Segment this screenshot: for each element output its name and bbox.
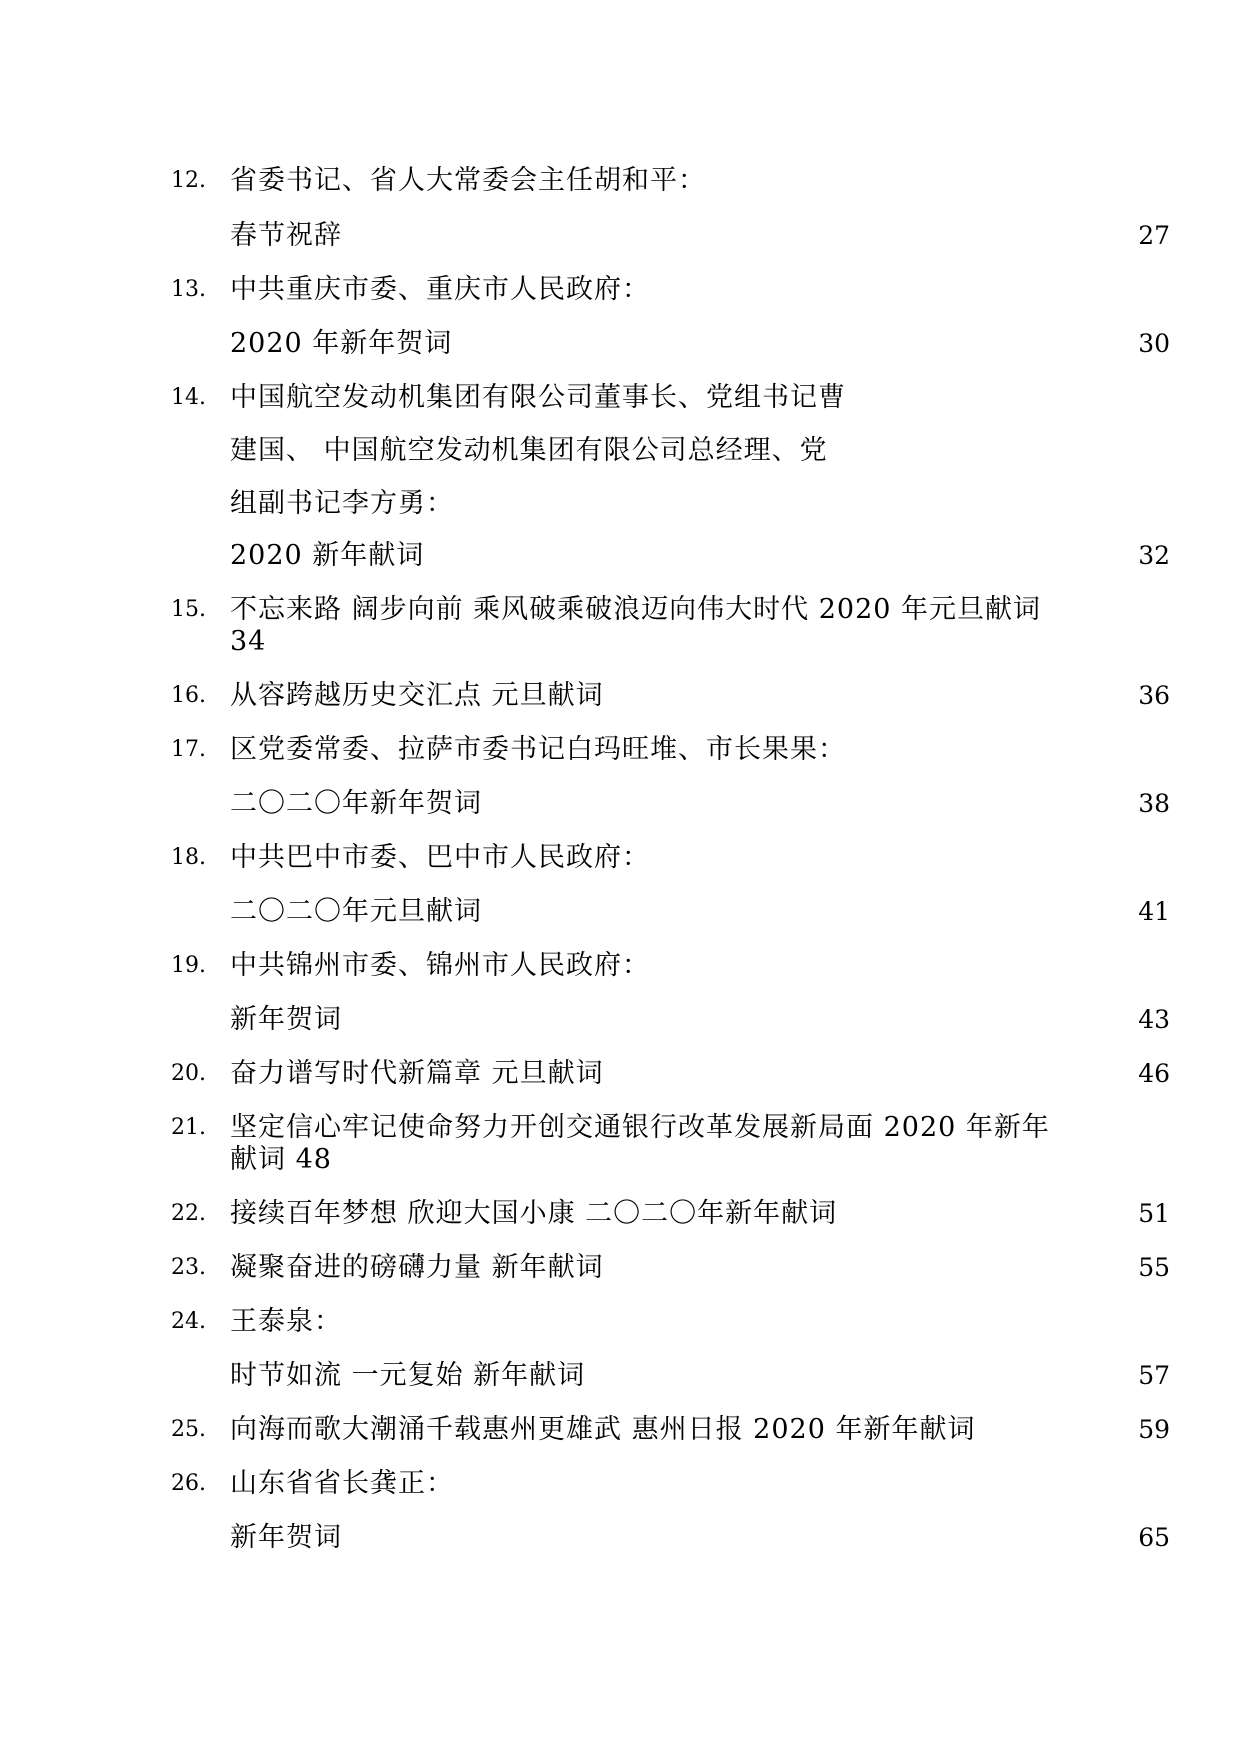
entry-number: 25. [171,1417,206,1442]
entry-page-number: 27 [1138,221,1170,250]
entry-title-line: 坚定信心牢记使命努力开创交通银行改革发展新局面 2020 年新年 [230,1112,1050,1143]
entry-page-number: 65 [1138,1523,1170,1552]
entry-title-line: 省委书记、省人大常委会主任胡和平： [230,165,706,196]
entry-title-line: 新年贺词 [230,1004,342,1035]
entry-page-number: 57 [1138,1361,1170,1390]
entry-title-line: 山东省省长龚正： [230,1468,454,1499]
entry-title-line: 献词 48 [230,1144,332,1175]
entry-number: 21. [171,1115,206,1140]
entry-number: 19. [171,953,206,978]
entry-title-line: 建国、 中国航空发动机集团有限公司总经理、党 [230,435,828,466]
entry-number: 20. [171,1061,206,1086]
entry-title-line: 新年贺词 [230,1522,342,1553]
entry-title-line: 二〇二〇年元旦献词 [230,896,482,927]
entry-number: 18. [171,845,206,870]
entry-title-line: 组副书记李方勇： [230,488,454,519]
entry-page-number: 30 [1138,329,1170,358]
entry-page-number: 32 [1138,541,1170,570]
entry-title-line: 从容跨越历史交汇点 元旦献词 [230,680,604,711]
entry-number: 24. [171,1309,206,1334]
entry-number: 15. [171,597,206,622]
entry-page-number: 43 [1138,1005,1170,1034]
entry-page-number: 59 [1138,1415,1170,1444]
entry-title-line: 34 [230,626,267,657]
entry-number: 16. [171,683,206,708]
entry-title-line: 区党委常委、拉萨市委书记白玛旺堆、市长果果： [230,734,846,765]
entry-number: 22. [171,1201,206,1226]
entry-number: 23. [171,1255,206,1280]
entry-title-line: 2020 年新年贺词 [230,328,453,359]
entry-number: 26. [171,1471,206,1496]
entry-title-line: 二〇二〇年新年贺词 [230,788,482,819]
entry-title-line: 中共锦州市委、锦州市人民政府： [230,950,650,981]
entry-title-line: 凝聚奋进的磅礴力量 新年献词 [230,1252,604,1283]
entry-page-number: 46 [1138,1059,1170,1088]
entry-page-number: 38 [1138,789,1170,818]
entry-title-line: 中共巴中市委、巴中市人民政府： [230,842,650,873]
entry-title-line: 2020 新年献词 [230,540,425,571]
entry-page-number: 41 [1138,897,1170,926]
entry-title-line: 向海而歌大潮涌千载惠州更雄武 惠州日报 2020 年新年献词 [230,1414,976,1445]
entry-page-number: 36 [1138,681,1170,710]
entry-title-line: 奋力谱写时代新篇章 元旦献词 [230,1058,604,1089]
entry-title-line: 接续百年梦想 欣迎大国小康 二〇二〇年新年献词 [230,1198,838,1229]
entry-title-line: 中共重庆市委、重庆市人民政府： [230,274,650,305]
entry-page-number: 51 [1138,1199,1170,1228]
entry-title-line: 时节如流 一元复始 新年献词 [230,1360,586,1391]
entry-title-line: 春节祝辞 [230,220,342,251]
entry-number: 14. [171,385,206,410]
entry-number: 17. [171,737,206,762]
entry-title-line: 不忘来路 阔步向前 乘风破乘破浪迈向伟大时代 2020 年元旦献词 [230,594,1042,625]
entry-title-line: 王泰泉： [230,1306,342,1337]
entry-page-number: 55 [1138,1253,1170,1282]
entry-number: 13. [171,277,206,302]
entry-number: 12. [171,168,206,193]
entry-title-line: 中国航空发动机集团有限公司董事长、党组书记曹 [230,382,846,413]
